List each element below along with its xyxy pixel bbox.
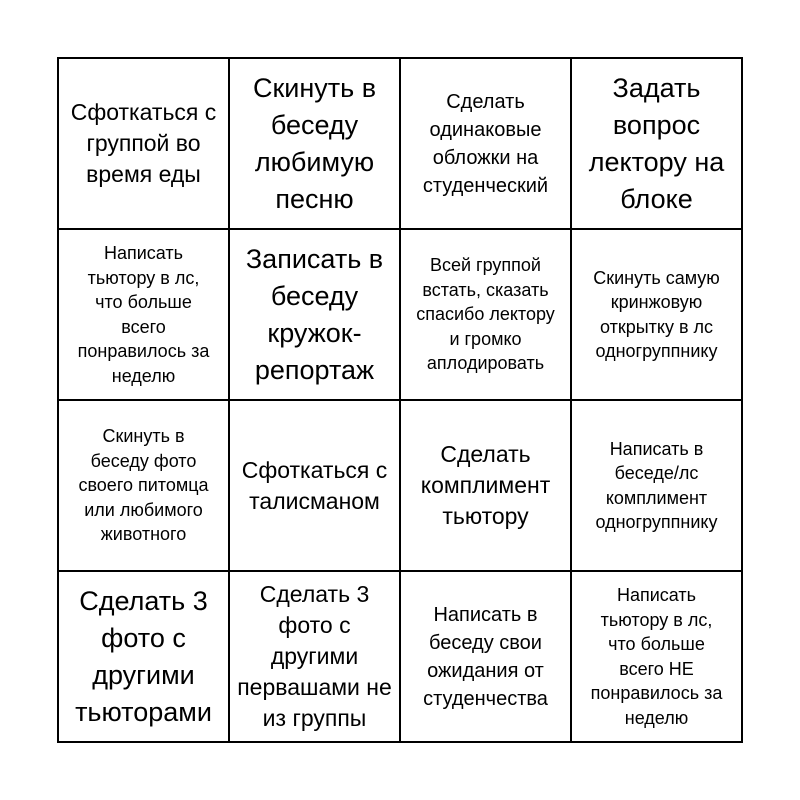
cell-text: Всей группой встать, сказать спасибо лектору и громко аплодировать xyxy=(416,255,555,374)
cell-text: Сфоткаться с талисманом xyxy=(241,456,388,514)
bingo-cell xyxy=(571,58,742,229)
cell-text: Скинуть в беседу любимую песню xyxy=(252,72,377,214)
cell-text: Сфоткаться с группой во время еды xyxy=(70,99,217,187)
cell-text: Написать в беседе/лс комплимент одногруппнику xyxy=(595,438,718,532)
bingo-cell xyxy=(229,58,400,229)
cell-text: Скинуть самую кринжовую открытку в лс одногруппнику xyxy=(593,267,720,361)
cell-text: Написать тьютору в лс, что больше всего понравилось за неделю xyxy=(77,243,210,386)
bingo-cell xyxy=(58,58,229,229)
cell-text: Сделать 3 фото с другими тьюторами xyxy=(75,585,212,727)
cell-text: Сделать одинаковые обложки на студенческий xyxy=(422,90,549,197)
bingo-cell xyxy=(400,571,571,742)
cell-text: Написать тьютору в лс, что больше всего НЕ понравилось за неделю xyxy=(590,585,723,728)
cell-text: Сделать комплимент тьютору xyxy=(420,441,551,529)
cell-text: Задать вопрос лектору на блоке xyxy=(588,72,725,214)
bingo-cell xyxy=(571,400,742,571)
cell-text: Сделать 3 фото с другими первашами не из группы xyxy=(237,581,392,731)
bingo-cell xyxy=(400,229,571,400)
bingo-cell xyxy=(229,400,400,571)
cell-text: Записать в беседу кружок-репортаж xyxy=(245,243,384,385)
cell-text: Скинуть в беседу фото своего питомца или любимого животного xyxy=(78,426,209,545)
bingo-cell xyxy=(400,400,571,571)
bingo-cell xyxy=(58,229,229,400)
bingo-cell xyxy=(229,229,400,400)
bingo-cell xyxy=(229,571,400,742)
cell-text: Написать в беседу свои ожидания от студенчества xyxy=(423,603,548,710)
bingo-cell xyxy=(400,58,571,229)
bingo-cell xyxy=(571,229,742,400)
bingo-cell xyxy=(58,400,229,571)
bingo-cell xyxy=(571,571,742,742)
bingo-board xyxy=(57,57,743,743)
bingo-cell xyxy=(58,571,229,742)
